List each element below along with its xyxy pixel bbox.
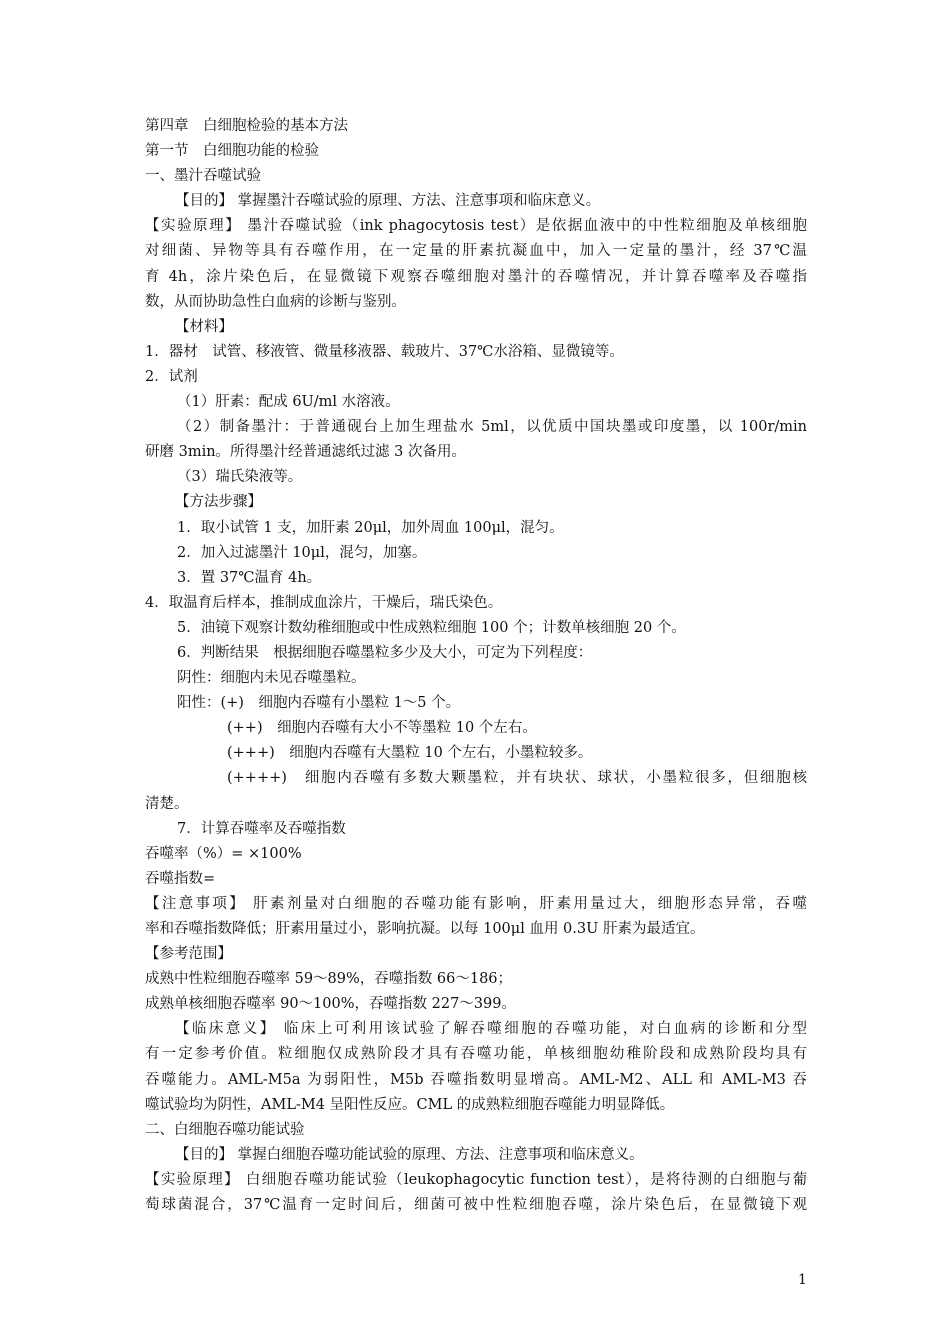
principle-paragraph-line: 【实验原理】 白细胞吞噬功能试验（leukophagocytic function test），是将待测的白细胞与葡	[145, 1171, 807, 1188]
formula-index: 吞噬指数=	[145, 870, 216, 887]
materials-item: 2．试剂	[145, 368, 198, 385]
reference-item: 成熟单核细胞吞噬率 90～100%，吞噬指数 227～399。	[145, 996, 516, 1013]
principle-paragraph-line: 【实验原理】 墨汁吞噬试验（ink phagocytosis test）是依据血液中的中性粒细胞及单核细胞	[145, 218, 807, 235]
clinical-paragraph-line: 有一定参考价值。粒细胞仅成熟阶段才具有吞噬功能，单核细胞幼稚阶段和成熟阶段均具有	[145, 1046, 807, 1063]
reagent-item: （1）肝素：配成 6U/ml 水溶液。	[177, 394, 400, 411]
chapter-title: 第四章 白细胞检验的基本方法	[145, 118, 348, 134]
principle-paragraph-line: 数，从而协助急性白血病的诊断与鉴别。	[145, 293, 406, 310]
page-number: 1	[798, 1272, 807, 1288]
clinical-paragraph-line: 噬试验均为阴性，AML-M4 呈阳性反应。CML 的成熟粒细胞吞噬能力明显降低。	[145, 1096, 675, 1113]
formula-rate: 吞噬率（%）= ×100%	[145, 845, 302, 862]
method-step: 6．判断结果 根据细胞吞噬墨粒多少及大小，可定为下列程度：	[177, 644, 593, 661]
notes-paragraph-line: 【注意事项】 肝素剂量对白细胞的吞噬功能有影响，肝素用量过大，细胞形态异常，吞噬	[145, 895, 807, 912]
clinical-paragraph-line: 【临床意义】 临床上可利用该试验了解吞噬细胞的吞噬功能，对白血病的诊断和分型	[175, 1021, 807, 1038]
purpose-paragraph: 【目的】 掌握白细胞吞噬功能试验的原理、方法、注意事项和临床意义。	[175, 1146, 644, 1163]
subsection-title: 一、墨汁吞噬试验	[145, 168, 261, 185]
reagent-item: （3）瑞氏染液等。	[177, 469, 303, 486]
method-heading: 【方法步骤】	[175, 494, 262, 511]
reference-heading: 【参考范围】	[145, 946, 232, 963]
purpose-paragraph: 【目的】 掌握墨汁吞噬试验的原理、方法、注意事项和临床意义。	[175, 193, 601, 210]
method-step: 1．取小试管 1 支，加肝素 20μl，加外周血 100μl，混匀。	[177, 519, 564, 536]
clinical-paragraph-line: 吞噬能力。AML-M5a 为弱阳性，M5b 吞噬指数明显增高。AML-M2、ALL 和 AML-M3 吞	[145, 1071, 807, 1088]
materials-heading: 【材料】	[175, 318, 233, 335]
principle-paragraph-line: 萄球菌混合，37℃温育一定时间后，细菌可被中性粒细胞吞噬，涂片染色后，在显微镜下观	[145, 1197, 807, 1214]
materials-item: 1．器材 试管、移液管、微量移液器、载玻片、37℃水浴箱、显微镜等。	[145, 343, 624, 360]
method-step: 5．油镜下观察计数幼稚细胞或中性成熟粒细胞 100 个；计数单核细胞 20 个。	[177, 619, 686, 636]
reagent-item: （2）制备墨汁：于普通砚台上加生理盐水 5ml，以优质中国块墨或印度墨，以 100r/min	[177, 419, 807, 436]
principle-paragraph-line: 育 4h，涂片染色后，在显微镜下观察吞噬细胞对墨汁的吞噬情况，并计算吞噬率及吞噬指	[145, 268, 807, 285]
reagent-item-continued: 研磨 3min。所得墨汁经普通滤纸过滤 3 次备用。	[145, 444, 467, 461]
result-negative: 阴性：细胞内未见吞噬墨粒。	[177, 670, 366, 687]
method-step: 3．置 37℃温育 4h。	[177, 569, 322, 586]
result-positive: (++) 细胞内吞噬有大小不等墨粒 10 个左右。	[227, 720, 537, 737]
section-title: 第一节 白细胞功能的检验	[145, 143, 319, 160]
result-positive-continued: 清楚。	[145, 795, 189, 812]
notes-paragraph-line: 率和吞噬指数降低；肝素用量过小，影响抗凝。以每 100μl 血用 0.3U 肝素为最适宜。	[145, 921, 705, 937]
subsection-title: 二、白细胞吞噬功能试验	[145, 1121, 305, 1138]
document-body	[145, 114, 807, 1218]
result-positive: (++++) 细胞内吞噬有多数大颗墨粒，并有块状、球状，小墨粒很多，但细胞核	[227, 770, 807, 787]
method-step: 4．取温育后样本，推制成血涂片，干燥后，瑞氏染色。	[145, 594, 503, 611]
method-step: 7．计算吞噬率及吞噬指数	[177, 820, 346, 837]
method-step: 2．加入过滤墨汁 10μl，混匀，加塞。	[177, 544, 427, 561]
result-positive: (+++) 细胞内吞噬有大墨粒 10 个左右，小墨粒较多。	[227, 745, 593, 762]
principle-paragraph-line: 对细菌、异物等具有吞噬作用，在一定量的肝素抗凝血中，加入一定量的墨汁，经 37℃温	[145, 243, 807, 260]
reference-item: 成熟中性粒细胞吞噬率 59～89%，吞噬指数 66～186；	[145, 971, 513, 988]
result-positive: 阳性：(+) 细胞内吞噬有小墨粒 1～5 个。	[177, 695, 461, 712]
